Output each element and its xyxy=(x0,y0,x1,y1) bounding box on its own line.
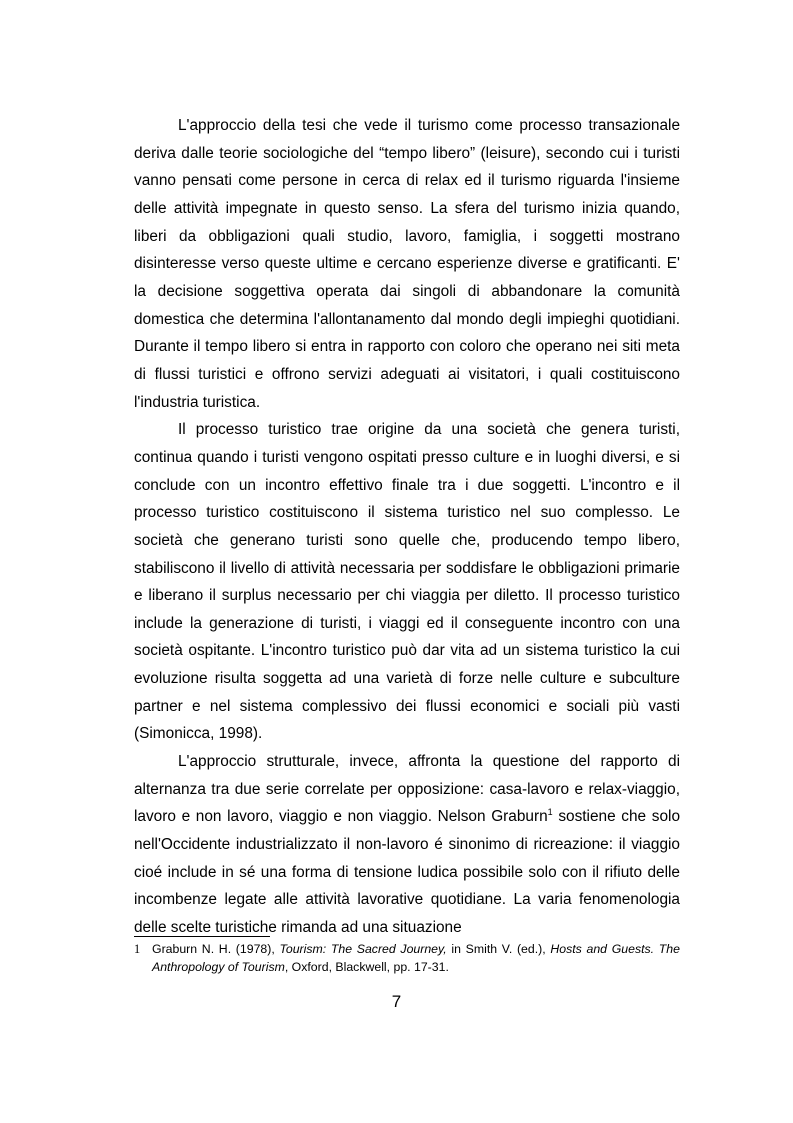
paragraph-3 xyxy=(134,748,680,942)
paragraph-1: L'approccio della tesi che vede il turismo come processo transazionale deriva dalle teorie sociologiche del “tempo libero” (leisure), secondo cui i turisti vanno pensati come persone in cerca di relax ed il turismo riguarda l'insieme delle attività impegnate in questo senso. La sfera del turismo inizia quando, liberi da obbligazioni quali studio, lavoro, famiglia, i soggetti mostrano disinteresse verso queste ultime e cercano esperienze diverse e gratificanti. E' la decisione soggettiva operata dai singoli di abbandonare la comunità domestica che determina l'allontanamento dal mondo degli impieghi quotidiani. Durante il tempo libero si entra in rapporto con coloro che operano nei siti meta di flussi turistici e offrono servizi adeguati ai visitatori, i quali costituiscono l'industria turistica. xyxy=(134,117,680,411)
footnote-text-1: Graburn N. H. (1978), xyxy=(152,942,280,956)
footnote xyxy=(134,940,680,976)
footnote-separator xyxy=(134,936,270,937)
page-number: 7 xyxy=(391,992,402,1011)
footnote-title-1: Tourism: The Sacred Journey, xyxy=(279,942,447,956)
footnote-number: 1 xyxy=(134,942,141,956)
paragraph-2: Il processo turistico trae origine da una società che genera turisti, continua quando i turisti vengono ospitati presso culture e in luoghi diversi, e si conclude con un incontro effettivo finale tra i due soggetti. L'incontro e il processo turistico costituiscono il sistema turistico nel suo complesso. Le società che generano turisti sono quelle che, producendo tempo libero, stabiliscono il livello di attività necessaria per soddisfare le obbligazioni primarie e liberano il surplus necessario per chi viaggia per diletto. Il processo turistico include la generazione di turisti, i viaggi ed il conseguente incontro con una società ospitante. L'incontro turistico può dar vita ad un sistema turistico la cui evoluzione risulta soggetta ad una varietà di forze nelle culture e subculture partner e nel sistema complessivo dei flussi economici e sociali più vasti (Simonicca, 1998). xyxy=(134,421,680,743)
footnote-text-2: in Smith V. (ed.), xyxy=(446,942,551,956)
paragraph-3-text-a: L'approccio strutturale, invece, affronta la questione del rapporto di alternanza tra due serie correlate per opposizione: casa-lavoro e relax-viaggio, lavoro e non lavoro, viaggio e non viaggio. Nelson Graburn xyxy=(134,753,680,826)
footnote-text-3: , Oxford, Blackwell, pp. 17-31. xyxy=(284,960,449,974)
footnote-title-2: Hosts and Guests. The Anthropology of Tourism xyxy=(152,942,680,974)
footnote-reference[interactable]: 1 xyxy=(547,807,553,818)
body-text xyxy=(134,112,680,942)
paragraph-3-text-b: sostiene che solo nell'Occidente industrializzato il non-lavoro é sinonimo di ricreazione: il viaggio cioé include in sé una forma di tensione ludica possibile solo con il rifiuto delle incombenze legate alle attività lavorative quotidiane. La varia fenomenologia delle scelte turistiche rimanda ad una situazione xyxy=(134,808,681,937)
